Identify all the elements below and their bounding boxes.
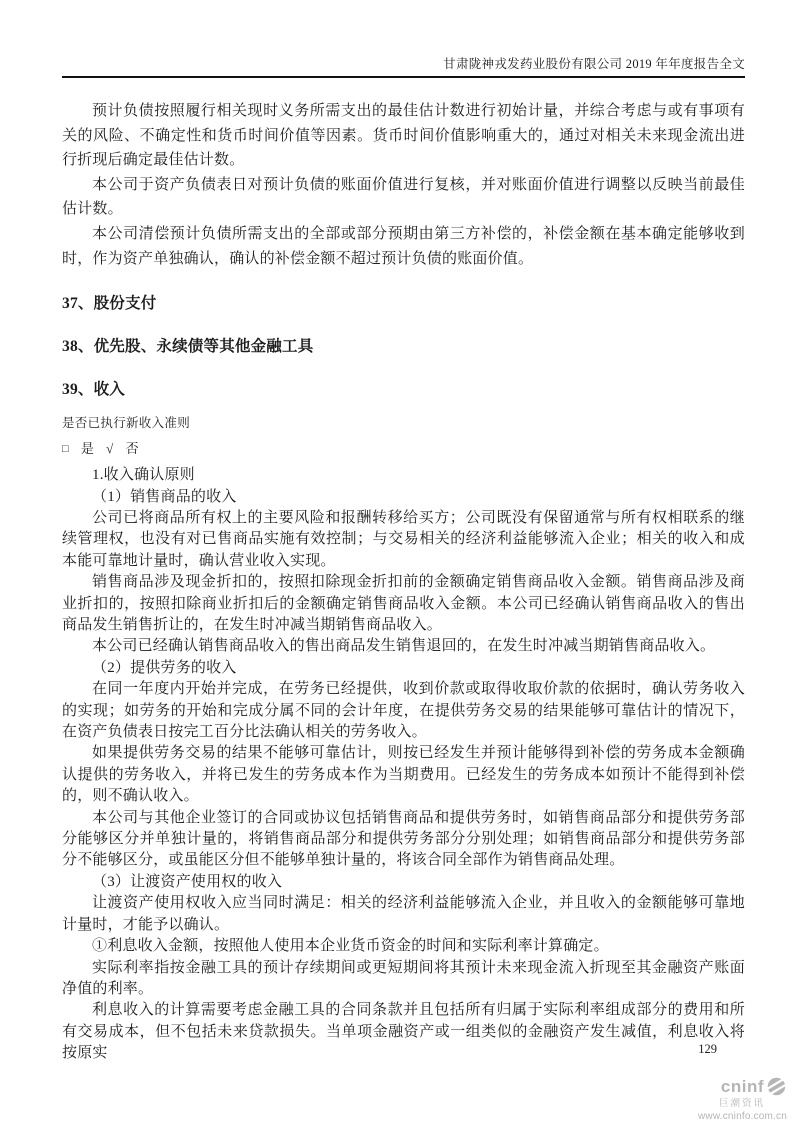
paragraph-interest-income-amount: ①利息收入金额，按照他人使用本企业货币资金的时间和实际利率计算确定。 (92, 938, 609, 955)
paragraph-provision-review: 本公司于资产负债表日对预计负债的账面价值进行复核，并对账面价值进行调整以反映当前最佳估计数。 (62, 176, 745, 218)
cninfo-subtitle: 巨潮资讯 (718, 1098, 765, 1109)
cninfo-logo-brand-row (667, 1076, 787, 1097)
section-heading-39-revenue: 39、收入 (62, 381, 126, 399)
section-heading-38-preferred-shares: 38、优先股、永续债等其他金融工具 (62, 338, 314, 356)
section-heading-37-share-payment: 37、股份支付 (62, 295, 157, 313)
subheading-asset-usage-rights-revenue: （3）让渡资产使用权的收入 (92, 873, 283, 890)
page-header (62, 0, 745, 78)
subheading-revenue-recognition-principle: 1.收入确认原则 (92, 467, 195, 484)
paragraph-effective-interest-rate: 实际利率指按金融工具的预计存续期间或更短期间将其预计未来现金流入折现至其金融资产账面净值的利率。 (62, 959, 745, 997)
paragraph-mixed-contracts: 本公司与其他企业签订的合同或协议包括销售商品和提供劳务时，如销售商品部分和提供劳务部分能够区分并单独计量的，将销售商品部分和提供劳务部分分别处理；如销售商品部分和提供劳务部分不能够区分，或虽能区分但不能够单独计量的，将该合同全部作为销售商品处理。 (62, 809, 745, 869)
checkbox-unchecked-icon: □ (62, 443, 69, 456)
no-label: 否 (125, 441, 139, 457)
new-revenue-standard-note: 是否已执行新收入准则 (62, 416, 191, 431)
report-title: 甘肃陇神戎发药业股份有限公司 2019 年年度报告全文 (443, 57, 745, 71)
paragraph-usage-rights-conditions: 让渡资产使用权收入应当同时满足：相关的经济利益能够流入企业，并且收入的金额能够可靠地计量时，才能予以确认。 (62, 895, 745, 933)
provisions-paragraphs (62, 99, 745, 271)
check-mark-icon: √ (106, 441, 114, 457)
paragraph-goods-recognition: 公司已将商品所有权上的主要风险和报酬转移给买方；公司既没有保留通常与所有权相联系的继续管理权，也没有对已售商品实施有效控制；与交易相关的经济利益能够流入企业；相关的收入和成本能可靠地计量时，确认营业收入实现。 (62, 509, 745, 569)
subheading-services-revenue: （2）提供劳务的收入 (92, 659, 237, 676)
cninfo-logo (667, 1076, 787, 1122)
paragraph-provision-initial-measurement: 预计负债按照履行相关现时义务所需支出的最佳估计数进行初始计量，并综合考虑与或有事项有关的风险、不确定性和货币时间价值等因素。货币时间价值影响重大的，通过对相关未来现金流出进行折现后确定最佳估计数。 (62, 103, 745, 169)
paragraph-provision-reimbursement: 本公司清偿预计负债所需支出的全部或部分预期由第三方补偿的，补偿金额在基本确定能够收到时，作为资产单独确认，确认的补偿金额不超过预计负债的账面价值。 (62, 225, 745, 267)
revenue-recognition-body (62, 465, 745, 1064)
page-number: 129 (698, 1042, 717, 1056)
cninfo-url: www.cninfo.com.cn (698, 1110, 787, 1122)
paragraph-services-recognition: 在同一年度内开始并完成，在劳务已经提供，收到价款或取得收取价款的依据时，确认劳务收入的实现；如劳务的开始和完成分属不同的会计年度，在提供劳务交易的结果能够可靠估计的情况下，在资产负债表日按完工百分比法确认相关的劳务收入。 (62, 681, 745, 741)
paragraph-goods-returns: 本公司已经确认销售商品收入的售出商品发生销售退回的，在发生时冲减当期销售商品收入。 (92, 638, 716, 655)
yes-label: 是 (80, 441, 94, 457)
paragraph-interest-income-calculation: 利息收入的计算需要考虑金融工具的合同条款并且包括所有归属于实际利率组成部分的费用和所有交易成本，但不包括未来贷款损失。当单项金融资产或一组类似的金融资产发生减值，利息收入将按原实 (62, 1002, 745, 1062)
new-revenue-standard-choice (62, 440, 745, 459)
paragraph-goods-discounts: 销售商品涉及现金折扣的，按照扣除现金折扣前的金额确定销售商品收入金额。销售商品涉及商业折扣的，按照扣除商业折扣后的金额确定销售商品收入金额。本公司已经确认销售商品收入的售出商品发生销售折让的，在发生时冲减当期销售商品收入。 (62, 574, 745, 633)
subheading-goods-revenue: （1）销售商品的收入 (92, 488, 237, 505)
cninfo-brand-text: cninf (720, 1077, 764, 1096)
cninfo-swirl-icon (766, 1076, 787, 1097)
paragraph-services-unreliable-estimate: 如果提供劳务交易的结果不能够可靠估计，则按已经发生并预计能够得到补偿的劳务成本金额确认提供的劳务收入，并将已发生的劳务成本作为当期费用。已经发生的劳务成本如预计不能得到补偿的，则不确认收入。 (62, 745, 745, 805)
document-body (62, 99, 745, 1065)
header-rule (62, 76, 745, 78)
